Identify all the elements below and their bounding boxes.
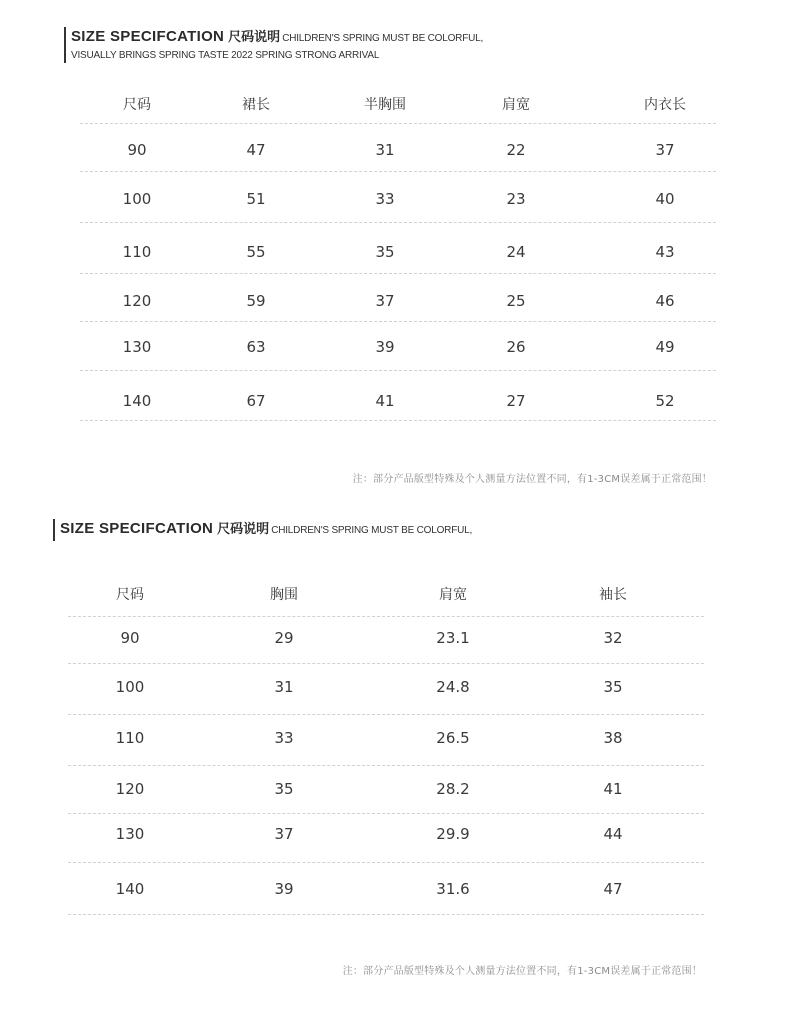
table-cell: 46 <box>655 292 675 310</box>
table-cell: 44 <box>603 825 623 843</box>
column-header: 肩宽 <box>439 587 467 603</box>
size-spec-section-top <box>0 500 790 1018</box>
table-cell: 59 <box>246 292 266 310</box>
table-cell: 33 <box>274 729 294 747</box>
table-cell: 33 <box>375 190 395 208</box>
table-cell: 28.2 <box>436 780 470 798</box>
table-cell: 37 <box>375 292 395 310</box>
table-header-row <box>80 80 716 124</box>
header-tagline: CHILDREN'S SPRING MUST BE COLORFUL, <box>282 33 484 44</box>
table-cell: 47 <box>246 141 266 159</box>
table-row <box>80 274 716 322</box>
table-row <box>80 223 716 274</box>
header-subline: VISUALLY BRINGS SPRING TASTE 2022 SPRING STRONG ARRIVAL <box>71 50 380 61</box>
table-cell: 52 <box>655 392 675 410</box>
table-cell: 35 <box>274 780 294 798</box>
column-header: 尺码 <box>123 97 151 113</box>
table-cell: 110 <box>115 729 145 747</box>
table-cell: 23 <box>506 190 526 208</box>
table-cell: 31 <box>274 678 294 696</box>
table-cell: 35 <box>603 678 623 696</box>
table-row <box>68 715 704 766</box>
table-cell: 27 <box>506 392 526 410</box>
measurement-note: 注：部分产品版型特殊及个人测量方法位置不同，有1-3CM误差属于正常范围！ <box>342 966 702 977</box>
table-cell: 100 <box>115 678 145 696</box>
measurement-note: 注：部分产品版型特殊及个人测量方法位置不同，有1-3CM误差属于正常范围！ <box>352 474 712 485</box>
table-cell: 22 <box>506 141 526 159</box>
header-title-cn: 尺码说明 <box>228 30 281 45</box>
size-spec-section-dress <box>0 0 790 500</box>
column-header: 内衣长 <box>644 97 686 113</box>
table-cell: 51 <box>246 190 266 208</box>
header-title: SIZE SPECIFCATION <box>60 520 214 537</box>
table-cell: 110 <box>122 243 152 261</box>
table-cell: 32 <box>603 629 623 647</box>
table-row <box>68 664 704 715</box>
header-title: SIZE SPECIFCATION <box>71 28 225 45</box>
table-cell: 49 <box>655 338 675 356</box>
table-cell: 41 <box>603 780 623 798</box>
header-tagline: CHILDREN'S SPRING MUST BE COLORFUL, <box>271 525 473 536</box>
table-cell: 37 <box>655 141 675 159</box>
column-header: 胸围 <box>270 587 298 603</box>
table-cell: 130 <box>122 338 152 356</box>
column-header: 袖长 <box>599 587 627 603</box>
table-cell: 39 <box>375 338 395 356</box>
table-cell: 40 <box>655 190 675 208</box>
table-header-row <box>68 570 704 617</box>
table-row <box>68 814 704 863</box>
table-row <box>80 371 716 421</box>
table-cell: 35 <box>375 243 395 261</box>
table-cell: 67 <box>246 392 266 410</box>
table-cell: 120 <box>115 780 145 798</box>
table-cell: 100 <box>122 190 152 208</box>
table-cell: 29 <box>274 629 294 647</box>
table-cell: 24 <box>506 243 526 261</box>
table-cell: 47 <box>603 880 623 898</box>
table-cell: 37 <box>274 825 294 843</box>
table-cell: 41 <box>375 392 395 410</box>
table-cell: 140 <box>115 880 145 898</box>
size-table-top <box>68 570 704 915</box>
table-cell: 31.6 <box>436 880 470 898</box>
table-row <box>80 124 716 172</box>
table-cell: 26 <box>506 338 526 356</box>
table-row <box>80 172 716 223</box>
table-row <box>68 766 704 814</box>
table-cell: 23.1 <box>436 629 470 647</box>
table-cell: 26.5 <box>436 729 470 747</box>
section-header <box>53 519 472 541</box>
column-header: 尺码 <box>116 587 144 603</box>
table-cell: 39 <box>274 880 294 898</box>
column-header: 半胸围 <box>364 97 406 113</box>
table-row <box>80 322 716 371</box>
table-cell: 24.8 <box>436 678 470 696</box>
table-cell: 90 <box>127 141 147 159</box>
table-cell: 140 <box>122 392 152 410</box>
section-header <box>64 27 483 63</box>
table-cell: 130 <box>115 825 145 843</box>
table-row <box>68 617 704 664</box>
table-cell: 25 <box>506 292 526 310</box>
size-table-dress <box>80 80 716 421</box>
table-cell: 90 <box>120 629 140 647</box>
table-cell: 63 <box>246 338 266 356</box>
table-cell: 43 <box>655 243 675 261</box>
header-title-cn: 尺码说明 <box>217 522 270 537</box>
table-cell: 120 <box>122 292 152 310</box>
table-cell: 29.9 <box>436 825 470 843</box>
column-header: 肩宽 <box>502 97 530 113</box>
column-header: 裙长 <box>242 97 270 113</box>
table-cell: 38 <box>603 729 623 747</box>
table-cell: 31 <box>375 141 395 159</box>
table-row <box>68 863 704 915</box>
table-cell: 55 <box>246 243 266 261</box>
